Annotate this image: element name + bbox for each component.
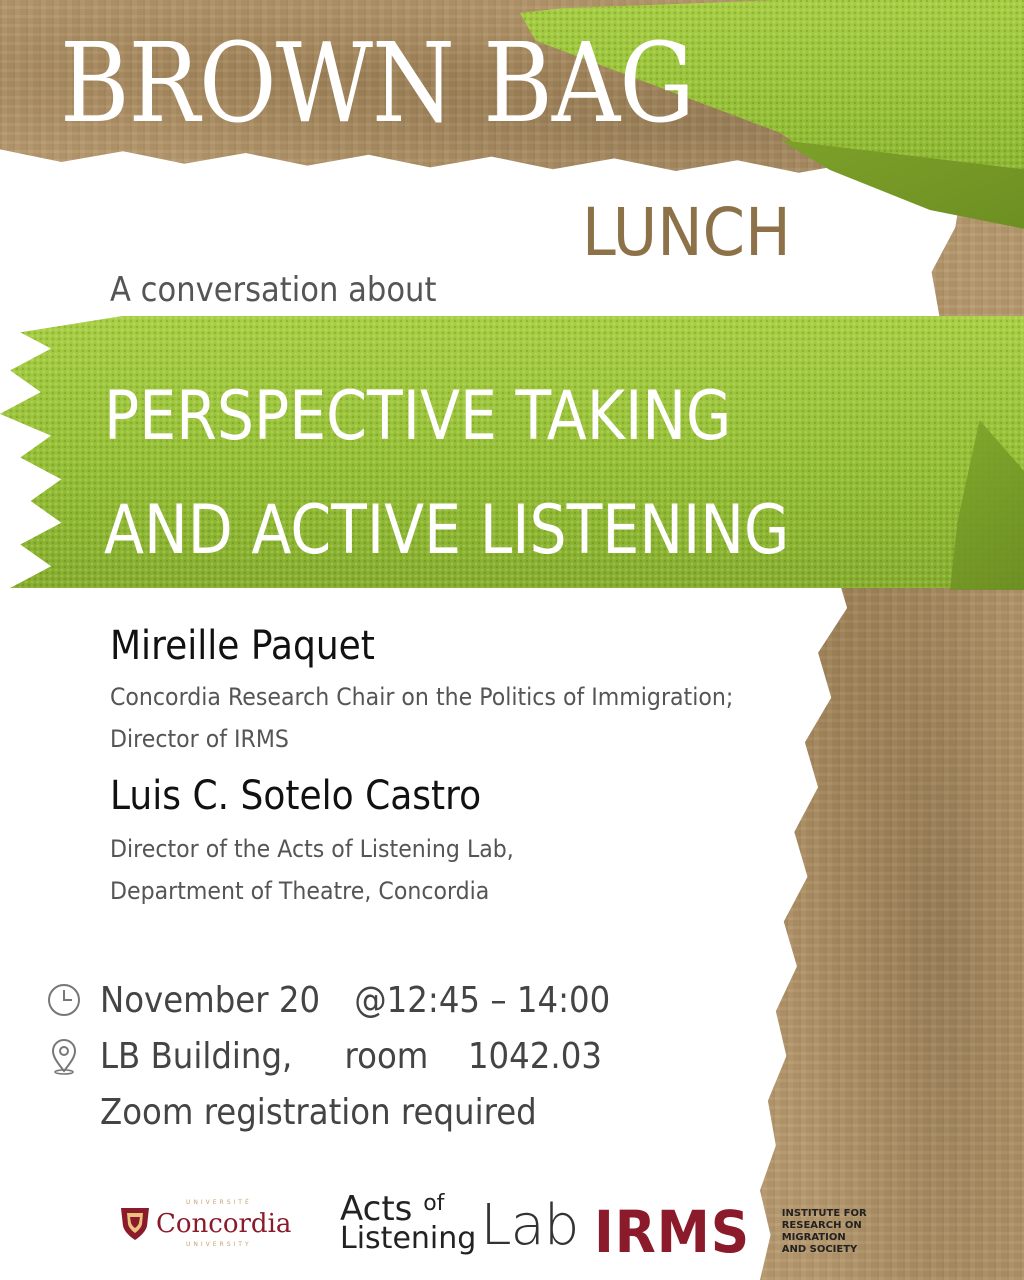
acts-of-listening-lab-logo xyxy=(340,1189,579,1259)
poster-subtitle: LUNCH xyxy=(582,194,791,271)
speaker-name: Luis C. Sotelo Castro xyxy=(110,773,482,819)
event-details xyxy=(44,972,667,1140)
speaker-role-line: Director of IRMS xyxy=(110,725,289,753)
concordia-logo xyxy=(118,1199,292,1248)
topic-heading xyxy=(104,360,789,588)
speaker-block-2 xyxy=(110,772,549,912)
topic-line-2: AND ACTIVE LISTENING xyxy=(104,491,790,570)
concordia-wordmark xyxy=(156,1199,292,1248)
event-datetime xyxy=(44,972,667,1028)
empty-icon-slot xyxy=(44,1092,84,1132)
lab-word: Lab xyxy=(480,1193,579,1259)
speaker-block-1 xyxy=(110,622,787,760)
irms-description xyxy=(782,1208,892,1256)
speaker-role-line: Department of Theatre, Concordia xyxy=(110,877,490,905)
concordia-top-text: UNIVERSITÉ xyxy=(186,1199,252,1206)
event-room-label: room xyxy=(344,1035,429,1077)
zoom-note: Zoom registration required xyxy=(100,1091,537,1133)
concordia-name: Concordia xyxy=(156,1209,292,1239)
poster-title: BROWN BAG xyxy=(60,19,695,147)
irms-description-line: RESEARCH ON xyxy=(781,1220,862,1231)
speaker-role-line: Concordia Research Chair on the Politics of Immigration; xyxy=(110,683,734,711)
partner-logos xyxy=(0,1190,1024,1270)
location-pin-icon xyxy=(44,1036,84,1076)
event-date: November 20 xyxy=(100,979,321,1021)
irms-description-line: AND SOCIETY xyxy=(781,1244,858,1255)
irms-wordmark: IRMS xyxy=(594,1198,751,1266)
concordia-bottom-text: UNIVERSITY xyxy=(186,1241,252,1248)
intro-text: A conversation about xyxy=(110,270,437,310)
of-word: of xyxy=(423,1191,445,1216)
clock-icon xyxy=(44,980,84,1020)
listening-word: Listening xyxy=(340,1220,477,1256)
acts-word: Acts xyxy=(340,1189,413,1229)
zoom-note-row xyxy=(44,1084,667,1140)
concordia-shield-icon xyxy=(118,1204,152,1244)
speaker-name: Mireille Paquet xyxy=(110,623,375,669)
irms-description-line: INSTITUTE FOR xyxy=(781,1208,867,1219)
speaker-role-line: Director of the Acts of Listening Lab, xyxy=(110,835,514,863)
event-location-text xyxy=(100,1036,602,1077)
event-date-time-text xyxy=(100,980,610,1021)
event-time: @12:45 – 14:00 xyxy=(354,979,611,1021)
irms-description-line: MIGRATION xyxy=(781,1232,846,1243)
event-location xyxy=(44,1028,667,1084)
topic-line-1: PERSPECTIVE TAKING xyxy=(104,377,732,456)
event-building: LB Building, xyxy=(100,1035,293,1077)
event-room-number: 1042.03 xyxy=(467,1035,602,1077)
acts-of-listening-wordmark xyxy=(340,1189,477,1256)
irms-logo xyxy=(594,1198,892,1266)
